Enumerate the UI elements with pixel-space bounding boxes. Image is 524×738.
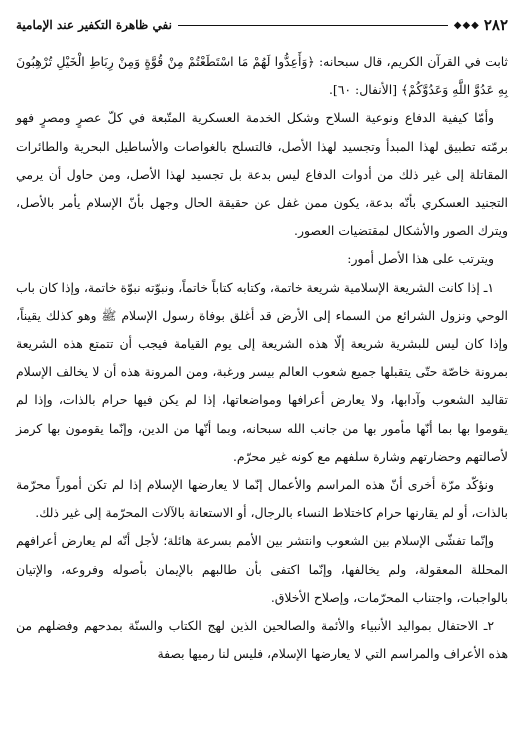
paragraph-point-one: ١ـ إذا كانت الشريعة الإسلامية شريعة خاتمة، وكتابه كتاباً خاتماً، ونبوّته نبوّة خاتمة، وإذا كان باب الوحي ونزول الشرائع من السماء إلى الأرض قد أغلق بوفاة رسول الإسلام ﷺ وهو كذلك يقيناً، وإذا كان ليس للبشرية شريعة إلّا هذه الشريعة إلى يوم القيامة فيجب أن تتمتع هذه الشريعة بمرونة خاصّة حتّى يتقبلها جميع شعوب العالم بيسر ورغبة، ومن المرونة هذه أن لا يخالف الإسلام تقاليد الشعوب وآدابها، ولا يعارض أعرافها ومواضعاتها، إذا لم يكن فيها حرام بالذات، وإذا لم يقوموا بها بما أنّها مأمور بها من جانب الله سبحانه، وبما أنّها من الدين، وإنّما يقومون بها كرمز لأصالتهم وحضارتهم وشارة سلفهم مع كونه غير محرّم. (16, 279, 508, 464)
paragraph-point-two: ٢ـ الاحتفال بمواليد الأنبياء والأئمة والصالحين الذين لهج الكتاب والسنّة بمدحهم وفضلهم من هذه الأعراف والمراسم التي لا يعارضها الإسلام، فليس لنا رميها بصفة (16, 618, 508, 662)
page-number: ٢٨٢ (483, 16, 508, 34)
paragraph-spread-of-islam: وإنّما تفشّى الإسلام بين الشعوب وانتشر بين الأمم بسرعة هائلة؛ لأجل أنّه لم يعارض أعرافهم المحللة المعقولة، ولم يخالفها، وإنّما اكتفى بأن طالبهم بالإيمان بأصوله وفروعه، والإتيان بالواجبات، واجتناب المحرّمات، وإصلاح الأخلاق. (16, 533, 508, 605)
paragraph-defense-methods: وأمّا كيفية الدفاع ونوعية السلاح وشكل الخدمة العسكرية المتّبعة في كلّ عصرٍ ومصرٍ فهو برمّته تطبيق لهذا المبدأ وتجسيد لهذا الأصل، فالتسلح بالغواصات والأساطيل البحرية والطائرات المقاتلة إلى غير ذلك من أدوات الدفاع ليس بدعة بل تجسيد لهذا الأصل، ومن حاول أن يرمي التجنيد العسكري بأنّه بدعة، يكون ممن غفل عن حقيقة الحال وجهل بأنّ الإسلام يأمر بالأصل، ويترك الصور والأشكال لمقتضيات العصور. (16, 110, 508, 239)
header-rule (178, 25, 448, 26)
paragraph-emphasis: ونؤكّد مرّة أخرى أنّ هذه المراسم والأعمال إنّما لا يعارضها الإسلام إذا لم تكن أموراً محرّمة بالذات، أو لم يقارنها حرام كاختلاط النساء بالرجال، أو الاستعانة بالآلات المحرّمة إلى غير ذلك. (16, 477, 508, 521)
running-title: نفي ظاهرة التكفير عند الإمامية (16, 18, 172, 32)
header-ornament: ◆◆◆ (453, 19, 480, 31)
paragraph-consequences-intro: ويترتب على هذا الأصل أمور: (347, 251, 494, 267)
paragraph-quran-citation: ثابت في القرآن الكريم، قال سبحانه: ﴿وَأَعِدُّوا لَهُمْ مَا اسْتَطَعْتُمْ مِنْ قُوَّةٍ وَمِنْ رِبَاطِ الْخَيْلِ تُرْهِبُونَ بِهِ عَدُوَّ اللَّهِ وَعَدُوَّكُمْ﴾ [الأنفال: ٦٠]. (16, 54, 508, 98)
page-body (16, 48, 508, 668)
running-header (16, 14, 508, 36)
